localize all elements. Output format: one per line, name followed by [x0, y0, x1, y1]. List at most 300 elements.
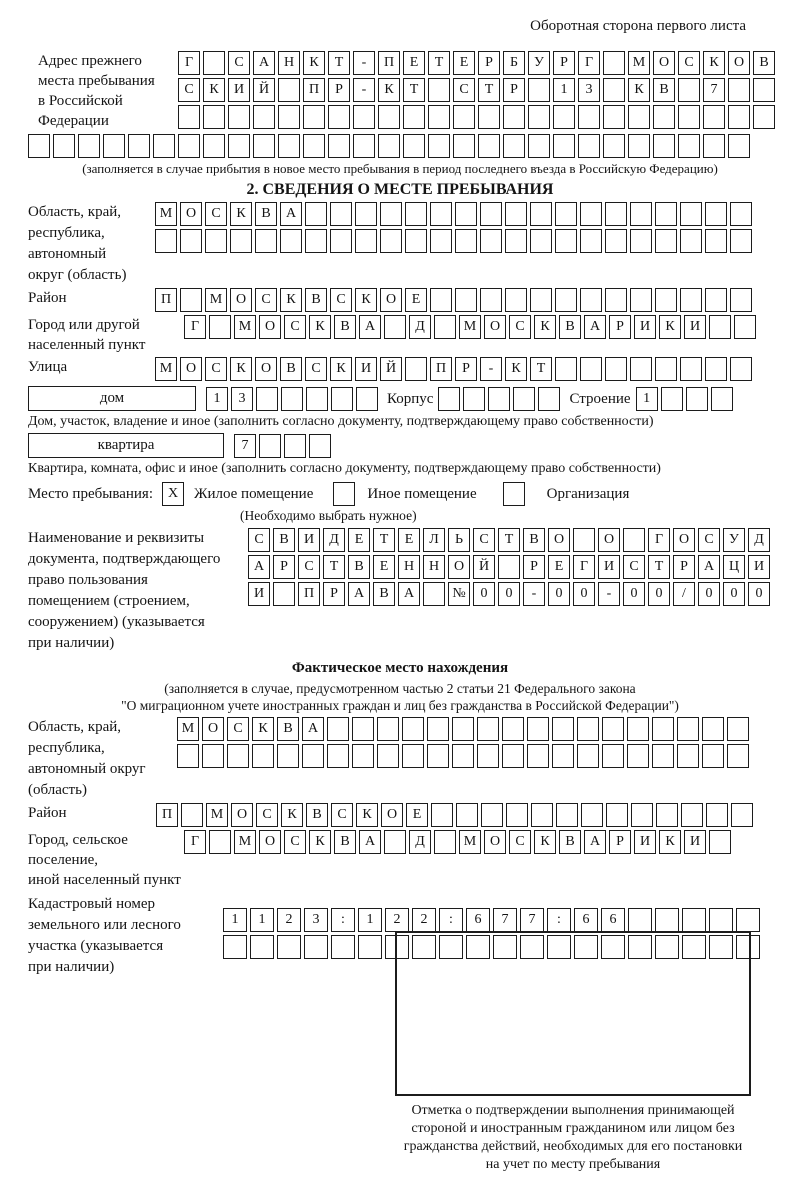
- char-cell[interactable]: [652, 717, 674, 741]
- char-cell[interactable]: В: [334, 830, 356, 854]
- char-cell[interactable]: 2: [277, 908, 301, 932]
- char-cell[interactable]: Г: [578, 51, 600, 75]
- char-cell[interactable]: С: [453, 78, 475, 102]
- char-cell[interactable]: [378, 105, 400, 129]
- char-cell[interactable]: С: [205, 202, 227, 226]
- char-cell[interactable]: [627, 717, 649, 741]
- char-cell[interactable]: К: [703, 51, 725, 75]
- char-cell[interactable]: О: [380, 288, 402, 312]
- char-cell[interactable]: [380, 202, 402, 226]
- char-cell[interactable]: С: [331, 803, 353, 827]
- char-cell[interactable]: [603, 134, 625, 158]
- char-cell[interactable]: Е: [406, 803, 428, 827]
- char-cell[interactable]: [528, 134, 550, 158]
- char-cell[interactable]: [405, 202, 427, 226]
- char-cell[interactable]: Т: [648, 555, 670, 579]
- char-cell[interactable]: [431, 803, 453, 827]
- char-cell[interactable]: И: [684, 830, 706, 854]
- char-cell[interactable]: [530, 288, 552, 312]
- char-cell[interactable]: [78, 134, 100, 158]
- char-cell[interactable]: [128, 134, 150, 158]
- char-cell[interactable]: [556, 803, 578, 827]
- char-cell[interactable]: С: [284, 315, 306, 339]
- char-cell[interactable]: [477, 717, 499, 741]
- char-cell[interactable]: Д: [409, 315, 431, 339]
- char-cell[interactable]: [628, 105, 650, 129]
- char-cell[interactable]: В: [653, 78, 675, 102]
- char-cell[interactable]: [355, 229, 377, 253]
- char-cell[interactable]: А: [584, 315, 606, 339]
- char-cell[interactable]: [284, 434, 306, 458]
- char-cell[interactable]: 0: [473, 582, 495, 606]
- char-cell[interactable]: [527, 744, 549, 768]
- char-cell[interactable]: [181, 803, 203, 827]
- char-cell[interactable]: [630, 229, 652, 253]
- char-cell[interactable]: [402, 744, 424, 768]
- char-cell[interactable]: [327, 744, 349, 768]
- char-cell[interactable]: [259, 434, 281, 458]
- char-cell[interactable]: [453, 134, 475, 158]
- char-cell[interactable]: И: [598, 555, 620, 579]
- char-cell[interactable]: [628, 134, 650, 158]
- char-cell[interactable]: М: [206, 803, 228, 827]
- char-cell[interactable]: [753, 78, 775, 102]
- char-cell[interactable]: [278, 78, 300, 102]
- char-cell[interactable]: А: [280, 202, 302, 226]
- char-cell[interactable]: [553, 134, 575, 158]
- char-cell[interactable]: Р: [273, 555, 295, 579]
- char-cell[interactable]: [580, 202, 602, 226]
- char-cell[interactable]: К: [230, 357, 252, 381]
- char-cell[interactable]: К: [303, 51, 325, 75]
- char-cell[interactable]: Ц: [723, 555, 745, 579]
- char-cell[interactable]: [603, 51, 625, 75]
- char-cell[interactable]: С: [205, 357, 227, 381]
- char-cell[interactable]: [28, 134, 50, 158]
- char-cell[interactable]: И: [298, 528, 320, 552]
- char-cell[interactable]: [705, 202, 727, 226]
- char-cell[interactable]: П: [430, 357, 452, 381]
- char-cell[interactable]: С: [227, 717, 249, 741]
- char-cell[interactable]: 7: [520, 908, 544, 932]
- char-cell[interactable]: [480, 288, 502, 312]
- char-cell[interactable]: 7: [703, 78, 725, 102]
- char-cell[interactable]: [273, 582, 295, 606]
- char-cell[interactable]: О: [180, 357, 202, 381]
- char-cell[interactable]: [223, 935, 247, 959]
- char-cell[interactable]: [728, 134, 750, 158]
- char-cell[interactable]: [353, 105, 375, 129]
- char-cell[interactable]: 0: [548, 582, 570, 606]
- char-cell[interactable]: [555, 229, 577, 253]
- char-cell[interactable]: №: [448, 582, 470, 606]
- char-cell[interactable]: [330, 229, 352, 253]
- char-cell[interactable]: [488, 387, 510, 411]
- char-cell[interactable]: [209, 315, 231, 339]
- char-cell[interactable]: К: [356, 803, 378, 827]
- char-cell[interactable]: [306, 387, 328, 411]
- char-cell[interactable]: [677, 744, 699, 768]
- char-cell[interactable]: 6: [601, 908, 625, 932]
- char-cell[interactable]: 1: [553, 78, 575, 102]
- char-cell[interactable]: [481, 803, 503, 827]
- char-cell[interactable]: М: [177, 717, 199, 741]
- house-type-box[interactable]: дом: [28, 386, 196, 411]
- char-cell[interactable]: Т: [428, 51, 450, 75]
- char-cell[interactable]: О: [259, 315, 281, 339]
- char-cell[interactable]: [502, 744, 524, 768]
- char-cell[interactable]: В: [559, 830, 581, 854]
- char-cell[interactable]: П: [303, 78, 325, 102]
- char-cell[interactable]: [628, 908, 652, 932]
- char-cell[interactable]: [527, 717, 549, 741]
- char-cell[interactable]: [678, 105, 700, 129]
- char-cell[interactable]: [531, 803, 553, 827]
- char-cell[interactable]: [430, 229, 452, 253]
- char-cell[interactable]: [730, 357, 752, 381]
- char-cell[interactable]: :: [331, 908, 355, 932]
- char-cell[interactable]: [578, 134, 600, 158]
- char-cell[interactable]: 2: [385, 908, 409, 932]
- char-cell[interactable]: [686, 387, 708, 411]
- char-cell[interactable]: О: [598, 528, 620, 552]
- char-cell[interactable]: К: [628, 78, 650, 102]
- char-cell[interactable]: 0: [573, 582, 595, 606]
- char-cell[interactable]: [705, 229, 727, 253]
- char-cell[interactable]: О: [728, 51, 750, 75]
- char-cell[interactable]: [303, 134, 325, 158]
- char-cell[interactable]: [478, 134, 500, 158]
- char-cell[interactable]: Г: [573, 555, 595, 579]
- char-cell[interactable]: -: [598, 582, 620, 606]
- char-cell[interactable]: В: [373, 582, 395, 606]
- char-cell[interactable]: С: [305, 357, 327, 381]
- char-cell[interactable]: К: [505, 357, 527, 381]
- char-cell[interactable]: И: [355, 357, 377, 381]
- char-cell[interactable]: -: [353, 51, 375, 75]
- char-cell[interactable]: [730, 229, 752, 253]
- char-cell[interactable]: Р: [478, 51, 500, 75]
- char-cell[interactable]: В: [753, 51, 775, 75]
- char-cell[interactable]: Р: [503, 78, 525, 102]
- char-cell[interactable]: [731, 803, 753, 827]
- char-cell[interactable]: В: [559, 315, 581, 339]
- char-cell[interactable]: [304, 935, 328, 959]
- char-cell[interactable]: [355, 202, 377, 226]
- char-cell[interactable]: [528, 105, 550, 129]
- char-cell[interactable]: [281, 387, 303, 411]
- char-cell[interactable]: М: [628, 51, 650, 75]
- char-cell[interactable]: [734, 315, 756, 339]
- char-cell[interactable]: [428, 134, 450, 158]
- char-cell[interactable]: [380, 229, 402, 253]
- char-cell[interactable]: [309, 434, 331, 458]
- char-cell[interactable]: Н: [398, 555, 420, 579]
- char-cell[interactable]: [305, 202, 327, 226]
- char-cell[interactable]: С: [509, 830, 531, 854]
- char-cell[interactable]: О: [180, 202, 202, 226]
- char-cell[interactable]: [706, 803, 728, 827]
- char-cell[interactable]: [702, 717, 724, 741]
- char-cell[interactable]: [506, 803, 528, 827]
- char-cell[interactable]: 6: [574, 908, 598, 932]
- char-cell[interactable]: [606, 803, 628, 827]
- char-cell[interactable]: [209, 830, 231, 854]
- char-cell[interactable]: Е: [373, 555, 395, 579]
- char-cell[interactable]: [538, 387, 560, 411]
- char-cell[interactable]: [605, 357, 627, 381]
- char-cell[interactable]: У: [528, 51, 550, 75]
- char-cell[interactable]: 3: [578, 78, 600, 102]
- char-cell[interactable]: [578, 105, 600, 129]
- char-cell[interactable]: [655, 229, 677, 253]
- char-cell[interactable]: С: [256, 803, 278, 827]
- char-cell[interactable]: [203, 105, 225, 129]
- char-cell[interactable]: [255, 229, 277, 253]
- char-cell[interactable]: О: [484, 315, 506, 339]
- char-cell[interactable]: [630, 202, 652, 226]
- char-cell[interactable]: Б: [503, 51, 525, 75]
- char-cell[interactable]: В: [280, 357, 302, 381]
- char-cell[interactable]: [434, 830, 456, 854]
- char-cell[interactable]: [456, 803, 478, 827]
- char-cell[interactable]: С: [248, 528, 270, 552]
- char-cell[interactable]: [581, 803, 603, 827]
- char-cell[interactable]: Г: [648, 528, 670, 552]
- char-cell[interactable]: С: [178, 78, 200, 102]
- char-cell[interactable]: К: [330, 357, 352, 381]
- char-cell[interactable]: [728, 105, 750, 129]
- char-cell[interactable]: [553, 105, 575, 129]
- char-cell[interactable]: Л: [423, 528, 445, 552]
- char-cell[interactable]: Ь: [448, 528, 470, 552]
- char-cell[interactable]: К: [534, 315, 556, 339]
- char-cell[interactable]: 7: [493, 908, 517, 932]
- char-cell[interactable]: [680, 229, 702, 253]
- char-cell[interactable]: [384, 830, 406, 854]
- char-cell[interactable]: [434, 315, 456, 339]
- char-cell[interactable]: О: [202, 717, 224, 741]
- char-cell[interactable]: [455, 288, 477, 312]
- char-cell[interactable]: Г: [184, 830, 206, 854]
- char-cell[interactable]: К: [252, 717, 274, 741]
- char-cell[interactable]: С: [509, 315, 531, 339]
- char-cell[interactable]: А: [302, 717, 324, 741]
- char-cell[interactable]: [528, 78, 550, 102]
- char-cell[interactable]: 3: [231, 387, 253, 411]
- char-cell[interactable]: [655, 288, 677, 312]
- char-cell[interactable]: [705, 357, 727, 381]
- char-cell[interactable]: [205, 229, 227, 253]
- char-cell[interactable]: Д: [323, 528, 345, 552]
- char-cell[interactable]: [280, 229, 302, 253]
- char-cell[interactable]: 0: [648, 582, 670, 606]
- char-cell[interactable]: Р: [523, 555, 545, 579]
- char-cell[interactable]: П: [298, 582, 320, 606]
- char-cell[interactable]: Е: [453, 51, 475, 75]
- char-cell[interactable]: [655, 357, 677, 381]
- char-cell[interactable]: [178, 105, 200, 129]
- char-cell[interactable]: [402, 717, 424, 741]
- char-cell[interactable]: К: [659, 830, 681, 854]
- char-cell[interactable]: О: [548, 528, 570, 552]
- char-cell[interactable]: [250, 935, 274, 959]
- char-cell[interactable]: Р: [455, 357, 477, 381]
- char-cell[interactable]: [555, 288, 577, 312]
- char-cell[interactable]: Г: [178, 51, 200, 75]
- char-cell[interactable]: [682, 908, 706, 932]
- char-cell[interactable]: [498, 555, 520, 579]
- char-cell[interactable]: -: [353, 78, 375, 102]
- char-cell[interactable]: [727, 717, 749, 741]
- char-cell[interactable]: К: [659, 315, 681, 339]
- char-cell[interactable]: Д: [748, 528, 770, 552]
- char-cell[interactable]: [428, 105, 450, 129]
- char-cell[interactable]: 0: [723, 582, 745, 606]
- char-cell[interactable]: [403, 134, 425, 158]
- char-cell[interactable]: 0: [748, 582, 770, 606]
- char-cell[interactable]: [655, 908, 679, 932]
- char-cell[interactable]: П: [155, 288, 177, 312]
- char-cell[interactable]: 1: [206, 387, 228, 411]
- char-cell[interactable]: :: [547, 908, 571, 932]
- char-cell[interactable]: Й: [380, 357, 402, 381]
- char-cell[interactable]: [427, 717, 449, 741]
- char-cell[interactable]: А: [348, 582, 370, 606]
- char-cell[interactable]: 0: [698, 582, 720, 606]
- char-cell[interactable]: Р: [609, 830, 631, 854]
- char-cell[interactable]: Е: [405, 288, 427, 312]
- char-cell[interactable]: [577, 717, 599, 741]
- apartment-type-box[interactable]: квартира: [28, 433, 224, 458]
- char-cell[interactable]: [702, 744, 724, 768]
- char-cell[interactable]: [677, 717, 699, 741]
- stay-option-residential-checkbox[interactable]: X: [162, 482, 184, 506]
- char-cell[interactable]: [256, 387, 278, 411]
- char-cell[interactable]: [709, 908, 733, 932]
- char-cell[interactable]: [530, 202, 552, 226]
- char-cell[interactable]: О: [255, 357, 277, 381]
- char-cell[interactable]: [680, 357, 702, 381]
- char-cell[interactable]: [480, 229, 502, 253]
- char-cell[interactable]: К: [230, 202, 252, 226]
- char-cell[interactable]: М: [459, 315, 481, 339]
- char-cell[interactable]: К: [309, 315, 331, 339]
- char-cell[interactable]: 1: [636, 387, 658, 411]
- char-cell[interactable]: [384, 315, 406, 339]
- char-cell[interactable]: Е: [403, 51, 425, 75]
- char-cell[interactable]: [103, 134, 125, 158]
- char-cell[interactable]: [480, 202, 502, 226]
- char-cell[interactable]: [580, 229, 602, 253]
- char-cell[interactable]: Р: [553, 51, 575, 75]
- char-cell[interactable]: С: [698, 528, 720, 552]
- char-cell[interactable]: [230, 229, 252, 253]
- char-cell[interactable]: [180, 229, 202, 253]
- char-cell[interactable]: [331, 935, 355, 959]
- char-cell[interactable]: П: [156, 803, 178, 827]
- char-cell[interactable]: [430, 288, 452, 312]
- stay-option-organization-checkbox[interactable]: [503, 482, 525, 506]
- char-cell[interactable]: Й: [473, 555, 495, 579]
- char-cell[interactable]: С: [623, 555, 645, 579]
- char-cell[interactable]: С: [298, 555, 320, 579]
- char-cell[interactable]: 1: [250, 908, 274, 932]
- char-cell[interactable]: [505, 288, 527, 312]
- char-cell[interactable]: [405, 357, 427, 381]
- char-cell[interactable]: [427, 744, 449, 768]
- char-cell[interactable]: 3: [304, 908, 328, 932]
- char-cell[interactable]: [652, 744, 674, 768]
- char-cell[interactable]: [455, 202, 477, 226]
- char-cell[interactable]: [623, 528, 645, 552]
- char-cell[interactable]: [253, 134, 275, 158]
- char-cell[interactable]: [353, 134, 375, 158]
- char-cell[interactable]: [727, 744, 749, 768]
- char-cell[interactable]: [478, 105, 500, 129]
- char-cell[interactable]: К: [534, 830, 556, 854]
- char-cell[interactable]: [327, 717, 349, 741]
- char-cell[interactable]: [656, 803, 678, 827]
- char-cell[interactable]: Д: [409, 830, 431, 854]
- char-cell[interactable]: [430, 202, 452, 226]
- char-cell[interactable]: И: [634, 315, 656, 339]
- char-cell[interactable]: [423, 582, 445, 606]
- char-cell[interactable]: А: [359, 315, 381, 339]
- char-cell[interactable]: [278, 105, 300, 129]
- char-cell[interactable]: [513, 387, 535, 411]
- char-cell[interactable]: [180, 288, 202, 312]
- char-cell[interactable]: О: [230, 288, 252, 312]
- char-cell[interactable]: С: [678, 51, 700, 75]
- char-cell[interactable]: [356, 387, 378, 411]
- char-cell[interactable]: [627, 744, 649, 768]
- char-cell[interactable]: С: [284, 830, 306, 854]
- char-cell[interactable]: В: [306, 803, 328, 827]
- char-cell[interactable]: [653, 134, 675, 158]
- char-cell[interactable]: [661, 387, 683, 411]
- char-cell[interactable]: [555, 202, 577, 226]
- char-cell[interactable]: М: [155, 202, 177, 226]
- char-cell[interactable]: В: [277, 717, 299, 741]
- char-cell[interactable]: [505, 229, 527, 253]
- char-cell[interactable]: [452, 717, 474, 741]
- char-cell[interactable]: Р: [673, 555, 695, 579]
- char-cell[interactable]: [709, 830, 731, 854]
- char-cell[interactable]: С: [473, 528, 495, 552]
- char-cell[interactable]: О: [653, 51, 675, 75]
- char-cell[interactable]: Т: [373, 528, 395, 552]
- char-cell[interactable]: [573, 528, 595, 552]
- char-cell[interactable]: И: [248, 582, 270, 606]
- char-cell[interactable]: [605, 202, 627, 226]
- char-cell[interactable]: [530, 229, 552, 253]
- char-cell[interactable]: О: [673, 528, 695, 552]
- char-cell[interactable]: 7: [234, 434, 256, 458]
- char-cell[interactable]: [453, 105, 475, 129]
- char-cell[interactable]: [405, 229, 427, 253]
- char-cell[interactable]: [202, 744, 224, 768]
- char-cell[interactable]: [477, 744, 499, 768]
- char-cell[interactable]: С: [330, 288, 352, 312]
- char-cell[interactable]: И: [748, 555, 770, 579]
- char-cell[interactable]: [377, 717, 399, 741]
- char-cell[interactable]: [681, 803, 703, 827]
- char-cell[interactable]: 0: [498, 582, 520, 606]
- char-cell[interactable]: С: [228, 51, 250, 75]
- char-cell[interactable]: М: [205, 288, 227, 312]
- char-cell[interactable]: О: [484, 830, 506, 854]
